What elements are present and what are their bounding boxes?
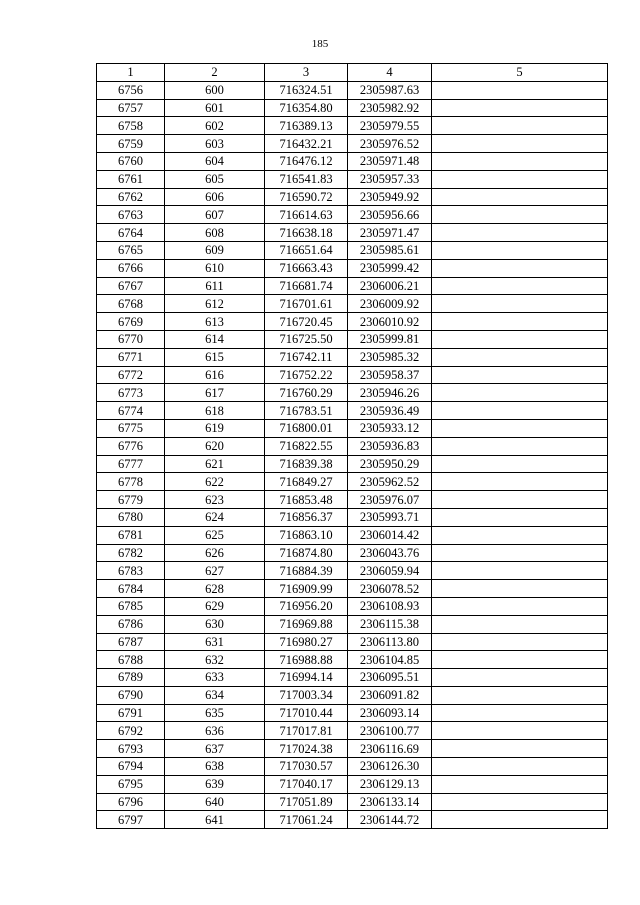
table-cell-col-1: 6791 (97, 704, 165, 722)
table-cell-col-2: 603 (165, 135, 265, 153)
table-cell-col-4: 2305999.81 (348, 330, 432, 348)
table-cell-col-3: 717003.34 (265, 686, 348, 704)
table-cell-col-4: 2305971.48 (348, 152, 432, 170)
table-cell-col-1: 6782 (97, 544, 165, 562)
table-cell-col-5 (432, 259, 608, 277)
table-cell-col-1: 6766 (97, 259, 165, 277)
table-cell-col-1: 6794 (97, 758, 165, 776)
table-cell-col-4: 2306133.14 (348, 793, 432, 811)
table-cell-col-3: 716800.01 (265, 419, 348, 437)
table-cell-col-5 (432, 313, 608, 331)
table-cell-col-1: 6789 (97, 669, 165, 687)
table-cell-col-1: 6768 (97, 295, 165, 313)
table-cell-col-4: 2305933.12 (348, 419, 432, 437)
table-cell-col-2: 629 (165, 597, 265, 615)
table-cell-col-4: 2306078.52 (348, 580, 432, 598)
table-cell-col-5 (432, 384, 608, 402)
table-cell-col-4: 2306014.42 (348, 526, 432, 544)
table-row (97, 277, 608, 295)
table-row (97, 241, 608, 259)
table-cell-col-4: 2305950.29 (348, 455, 432, 473)
table-cell-col-3: 716354.80 (265, 99, 348, 117)
table-cell-col-4: 2305982.92 (348, 99, 432, 117)
table-row (97, 615, 608, 633)
column-header-5: 5 (432, 64, 608, 82)
table-cell-col-3: 716884.39 (265, 562, 348, 580)
table-cell-col-2: 639 (165, 775, 265, 793)
table-cell-col-3: 716956.20 (265, 597, 348, 615)
table-cell-col-1: 6796 (97, 793, 165, 811)
table-row (97, 793, 608, 811)
table-cell-col-3: 716856.37 (265, 508, 348, 526)
table-cell-col-3: 716969.88 (265, 615, 348, 633)
table-cell-col-4: 2306113.80 (348, 633, 432, 651)
table-cell-col-2: 609 (165, 241, 265, 259)
table-cell-col-1: 6783 (97, 562, 165, 580)
table-cell-col-5 (432, 81, 608, 99)
table-cell-col-5 (432, 277, 608, 295)
table-cell-col-3: 716853.48 (265, 491, 348, 509)
table-cell-col-2: 635 (165, 704, 265, 722)
table-cell-col-2: 605 (165, 170, 265, 188)
table-cell-col-2: 601 (165, 99, 265, 117)
table-cell-col-2: 604 (165, 152, 265, 170)
table-cell-col-3: 717024.38 (265, 740, 348, 758)
table-cell-col-4: 2306126.30 (348, 758, 432, 776)
table-cell-col-3: 717017.81 (265, 722, 348, 740)
table-row (97, 597, 608, 615)
table-row (97, 419, 608, 437)
table-row (97, 455, 608, 473)
table-row (97, 491, 608, 509)
table-row (97, 366, 608, 384)
table-cell-col-5 (432, 758, 608, 776)
table-cell-col-1: 6785 (97, 597, 165, 615)
column-header-4: 4 (348, 64, 432, 82)
table-row (97, 633, 608, 651)
table-row (97, 722, 608, 740)
table-cell-col-5 (432, 170, 608, 188)
table-cell-col-4: 2306116.69 (348, 740, 432, 758)
table-row (97, 740, 608, 758)
table-cell-col-1: 6773 (97, 384, 165, 402)
table-row (97, 99, 608, 117)
table-cell-col-1: 6772 (97, 366, 165, 384)
table-row (97, 669, 608, 687)
header-row (97, 64, 608, 82)
table-cell-col-3: 717010.44 (265, 704, 348, 722)
table-cell-col-1: 6764 (97, 224, 165, 242)
table-cell-col-5 (432, 811, 608, 829)
table-cell-col-4: 2306144.72 (348, 811, 432, 829)
table-cell-col-2: 638 (165, 758, 265, 776)
table-cell-col-5 (432, 99, 608, 117)
table-cell-col-2: 622 (165, 473, 265, 491)
table-row (97, 758, 608, 776)
table-cell-col-2: 640 (165, 793, 265, 811)
table-cell-col-2: 632 (165, 651, 265, 669)
table-row (97, 188, 608, 206)
table-row (97, 152, 608, 170)
table-cell-col-5 (432, 330, 608, 348)
table-cell-col-1: 6763 (97, 206, 165, 224)
table-cell-col-4: 2305962.52 (348, 473, 432, 491)
table-cell-col-5 (432, 793, 608, 811)
table-cell-col-1: 6762 (97, 188, 165, 206)
table-cell-col-3: 716681.74 (265, 277, 348, 295)
table-cell-col-3: 716651.64 (265, 241, 348, 259)
table-row (97, 135, 608, 153)
table-cell-col-5 (432, 508, 608, 526)
table-cell-col-2: 618 (165, 402, 265, 420)
table-cell-col-1: 6759 (97, 135, 165, 153)
table-cell-col-1: 6780 (97, 508, 165, 526)
table-cell-col-1: 6760 (97, 152, 165, 170)
table-cell-col-2: 614 (165, 330, 265, 348)
column-header-1: 1 (97, 64, 165, 82)
table-cell-col-1: 6787 (97, 633, 165, 651)
table-cell-col-4: 2305946.26 (348, 384, 432, 402)
table-cell-col-5 (432, 152, 608, 170)
table-cell-col-2: 621 (165, 455, 265, 473)
table-row (97, 117, 608, 135)
table-cell-col-1: 6777 (97, 455, 165, 473)
table-cell-col-4: 2306093.14 (348, 704, 432, 722)
table-row (97, 295, 608, 313)
table-row (97, 348, 608, 366)
table-cell-col-2: 616 (165, 366, 265, 384)
table-row (97, 437, 608, 455)
table-cell-col-2: 634 (165, 686, 265, 704)
table-cell-col-4: 2305936.49 (348, 402, 432, 420)
table-cell-col-2: 608 (165, 224, 265, 242)
table-cell-col-2: 617 (165, 384, 265, 402)
table-cell-col-4: 2305976.07 (348, 491, 432, 509)
table-cell-col-2: 612 (165, 295, 265, 313)
table-cell-col-4: 2305956.66 (348, 206, 432, 224)
table-row (97, 686, 608, 704)
table-cell-col-3: 716863.10 (265, 526, 348, 544)
table-cell-col-1: 6770 (97, 330, 165, 348)
table-row (97, 402, 608, 420)
table-row (97, 544, 608, 562)
table-cell-col-5 (432, 775, 608, 793)
table-cell-col-3: 717030.57 (265, 758, 348, 776)
table-cell-col-1: 6778 (97, 473, 165, 491)
table-cell-col-5 (432, 669, 608, 687)
table-cell-col-3: 716725.50 (265, 330, 348, 348)
table-cell-col-5 (432, 740, 608, 758)
table-cell-col-2: 626 (165, 544, 265, 562)
table-cell-col-3: 716614.63 (265, 206, 348, 224)
table-row (97, 330, 608, 348)
table-row (97, 81, 608, 99)
table-cell-col-2: 631 (165, 633, 265, 651)
table-cell-col-2: 633 (165, 669, 265, 687)
table-cell-col-1: 6756 (97, 81, 165, 99)
table-row (97, 775, 608, 793)
table-cell-col-3: 716752.22 (265, 366, 348, 384)
table-row (97, 170, 608, 188)
table-cell-col-5 (432, 295, 608, 313)
table-cell-col-1: 6776 (97, 437, 165, 455)
coordinates-table (96, 63, 608, 829)
table-cell-col-3: 717040.17 (265, 775, 348, 793)
table-cell-col-1: 6795 (97, 775, 165, 793)
table-cell-col-4: 2305987.63 (348, 81, 432, 99)
page-number: 185 (311, 38, 329, 50)
table-cell-col-2: 623 (165, 491, 265, 509)
table-cell-col-2: 637 (165, 740, 265, 758)
table-cell-col-5 (432, 491, 608, 509)
table-cell-col-5 (432, 473, 608, 491)
table-cell-col-1: 6757 (97, 99, 165, 117)
table-cell-col-1: 6784 (97, 580, 165, 598)
table-cell-col-3: 716590.72 (265, 188, 348, 206)
table-cell-col-3: 716476.12 (265, 152, 348, 170)
table-cell-col-1: 6774 (97, 402, 165, 420)
table-cell-col-3: 716839.38 (265, 455, 348, 473)
table-row (97, 224, 608, 242)
table-cell-col-3: 716324.51 (265, 81, 348, 99)
table-cell-col-5 (432, 633, 608, 651)
table-row (97, 508, 608, 526)
table-cell-col-1: 6786 (97, 615, 165, 633)
table-cell-col-5 (432, 455, 608, 473)
table-cell-col-4: 2306043.76 (348, 544, 432, 562)
table-cell-col-2: 613 (165, 313, 265, 331)
table-cell-col-2: 600 (165, 81, 265, 99)
table-cell-col-1: 6793 (97, 740, 165, 758)
table-cell-col-5 (432, 544, 608, 562)
table-cell-col-3: 716663.43 (265, 259, 348, 277)
table-cell-col-3: 716909.99 (265, 580, 348, 598)
table-row (97, 313, 608, 331)
table-cell-col-4: 2305936.83 (348, 437, 432, 455)
table-header (97, 64, 608, 82)
table-cell-col-4: 2305999.42 (348, 259, 432, 277)
table-cell-col-5 (432, 402, 608, 420)
table-row (97, 259, 608, 277)
table-cell-col-1: 6771 (97, 348, 165, 366)
table-cell-col-1: 6797 (97, 811, 165, 829)
table-cell-col-2: 624 (165, 508, 265, 526)
table-cell-col-5 (432, 686, 608, 704)
table-cell-col-3: 716638.18 (265, 224, 348, 242)
table-cell-col-3: 716720.45 (265, 313, 348, 331)
table-cell-col-4: 2306059.94 (348, 562, 432, 580)
table-cell-col-5 (432, 526, 608, 544)
table-cell-col-3: 716701.61 (265, 295, 348, 313)
table-cell-col-3: 716541.83 (265, 170, 348, 188)
table-row (97, 206, 608, 224)
table-cell-col-2: 602 (165, 117, 265, 135)
table-cell-col-5 (432, 597, 608, 615)
table-cell-col-5 (432, 135, 608, 153)
table-cell-col-3: 717051.89 (265, 793, 348, 811)
table-row (97, 384, 608, 402)
table-cell-col-2: 620 (165, 437, 265, 455)
table-row (97, 562, 608, 580)
table-cell-col-3: 716822.55 (265, 437, 348, 455)
table-cell-col-5 (432, 651, 608, 669)
table-cell-col-4: 2306100.77 (348, 722, 432, 740)
column-header-2: 2 (165, 64, 265, 82)
table-cell-col-3: 716994.14 (265, 669, 348, 687)
table-cell-col-4: 2305985.32 (348, 348, 432, 366)
table-cell-col-1: 6779 (97, 491, 165, 509)
table-cell-col-5 (432, 580, 608, 598)
table-cell-col-2: 606 (165, 188, 265, 206)
table-cell-col-5 (432, 117, 608, 135)
table-cell-col-2: 630 (165, 615, 265, 633)
table-cell-col-2: 611 (165, 277, 265, 295)
table-cell-col-3: 716849.27 (265, 473, 348, 491)
table-cell-col-4: 2305993.71 (348, 508, 432, 526)
table-cell-col-4: 2305949.92 (348, 188, 432, 206)
table-cell-col-1: 6758 (97, 117, 165, 135)
table-row (97, 526, 608, 544)
table-cell-col-5 (432, 348, 608, 366)
table-cell-col-1: 6775 (97, 419, 165, 437)
table-cell-col-4: 2306009.92 (348, 295, 432, 313)
table-cell-col-4: 2305957.33 (348, 170, 432, 188)
table-cell-col-2: 641 (165, 811, 265, 829)
table-cell-col-2: 625 (165, 526, 265, 544)
table-cell-col-5 (432, 562, 608, 580)
table-cell-col-3: 716874.80 (265, 544, 348, 562)
table-cell-col-5 (432, 224, 608, 242)
table-cell-col-3: 716432.21 (265, 135, 348, 153)
table-cell-col-3: 716980.27 (265, 633, 348, 651)
table-row (97, 811, 608, 829)
column-header-3: 3 (265, 64, 348, 82)
table-cell-col-2: 610 (165, 259, 265, 277)
table-cell-col-5 (432, 615, 608, 633)
table-cell-col-4: 2306095.51 (348, 669, 432, 687)
table-cell-col-4: 2306091.82 (348, 686, 432, 704)
table-cell-col-4: 2305958.37 (348, 366, 432, 384)
table-cell-col-3: 716760.29 (265, 384, 348, 402)
table-row (97, 580, 608, 598)
table-cell-col-2: 636 (165, 722, 265, 740)
table-cell-col-5 (432, 241, 608, 259)
table-cell-col-1: 6765 (97, 241, 165, 259)
table-cell-col-4: 2305976.52 (348, 135, 432, 153)
table-body (97, 81, 608, 828)
table-cell-col-4: 2305985.61 (348, 241, 432, 259)
table-cell-col-1: 6781 (97, 526, 165, 544)
table-cell-col-1: 6790 (97, 686, 165, 704)
table-cell-col-3: 716389.13 (265, 117, 348, 135)
table-row (97, 651, 608, 669)
table-cell-col-2: 607 (165, 206, 265, 224)
table-cell-col-2: 619 (165, 419, 265, 437)
table-cell-col-5 (432, 206, 608, 224)
table-cell-col-3: 716742.11 (265, 348, 348, 366)
table-cell-col-3: 716988.88 (265, 651, 348, 669)
table-cell-col-4: 2306129.13 (348, 775, 432, 793)
table-cell-col-2: 627 (165, 562, 265, 580)
table-row (97, 704, 608, 722)
table-cell-col-4: 2306010.92 (348, 313, 432, 331)
table-cell-col-3: 717061.24 (265, 811, 348, 829)
table-cell-col-5 (432, 188, 608, 206)
table-cell-col-5 (432, 704, 608, 722)
table-row (97, 473, 608, 491)
table-cell-col-1: 6761 (97, 170, 165, 188)
table-cell-col-4: 2305971.47 (348, 224, 432, 242)
table-cell-col-5 (432, 722, 608, 740)
table-cell-col-1: 6769 (97, 313, 165, 331)
table-cell-col-5 (432, 419, 608, 437)
table-cell-col-1: 6767 (97, 277, 165, 295)
table-cell-col-4: 2305979.55 (348, 117, 432, 135)
table-cell-col-4: 2306006.21 (348, 277, 432, 295)
table-cell-col-4: 2306115.38 (348, 615, 432, 633)
table-cell-col-2: 628 (165, 580, 265, 598)
table-cell-col-2: 615 (165, 348, 265, 366)
table-cell-col-1: 6792 (97, 722, 165, 740)
table-cell-col-4: 2306108.93 (348, 597, 432, 615)
table-cell-col-1: 6788 (97, 651, 165, 669)
table-cell-col-4: 2306104.85 (348, 651, 432, 669)
table-cell-col-3: 716783.51 (265, 402, 348, 420)
table-cell-col-5 (432, 437, 608, 455)
table-cell-col-5 (432, 366, 608, 384)
